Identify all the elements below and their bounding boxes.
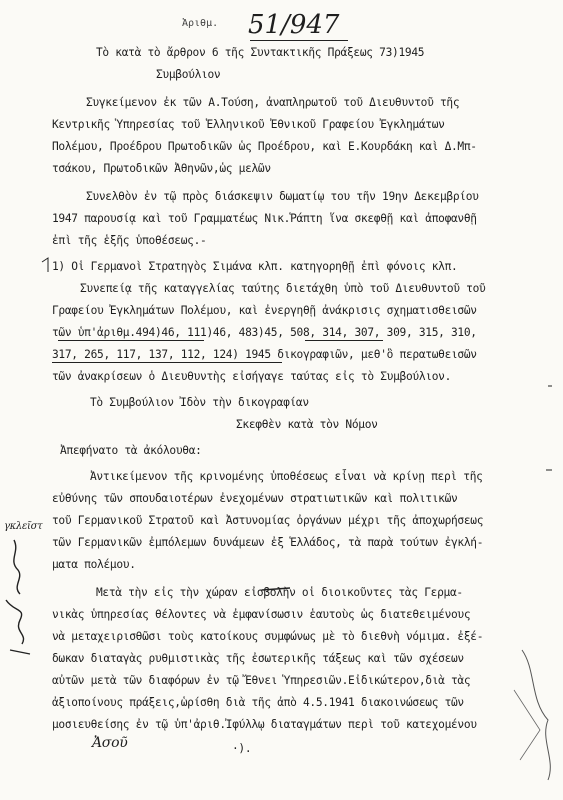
document-number: 51/947 [248,10,340,40]
body-line: τοῦ Γερμανικοῦ Στρατοῦ καὶ Ἀστυνομίας ὀργάνων μέχρι τῆς ἀποχωρήσεως [52,514,484,527]
margin-note: γκλεῖστ [4,521,43,532]
council-title: Συμβούλιον [156,68,221,81]
body-line: νὰ μεταχειρισθῶσι τοὺς κατοίκους συμφώνως μὲ τὸ διεθνὴ νόμιμα. ἐξέ- [52,630,484,643]
body-line: ἐπὶ τῆς ἑξῆς ὑποθέσεως.- [52,234,207,247]
body-line: 1947 παρουσίᾳ καὶ τοῦ Γραμματέως Νικ.Ῥάπτη ἵνα σκεφθῇ καὶ ἀποφανθῇ [52,212,477,225]
body-line: τῶν ἀνακρίσεων ὁ Διευθυντὴς εἰσήγαγε ταύτας εἰς τὸ Συμβούλιον. [52,370,451,383]
body-line: Πολέμου, Προέδρου Πρωτοδικῶν ὡς Προέδρου, καὶ Ε.Κουρδάκη καὶ Δ.Μπ- [52,140,477,153]
body-line: Συγκείμενον ἐκ τῶν Α.Τούση, ἀναπληρωτοῦ τοῦ Διευθυντοῦ τῆς [86,96,460,109]
body-line: αὐτῶν μετὰ τῶν διαφόρων ἐν τῷ Ἔθνει Ὑπηρεσιῶν.Εἰδικώτερον,διὰ τὰς [52,674,471,687]
case-line: 1) Οἱ Γερμανοὶ Στρατηγὸς Σιμάνα κλπ. κατηγορηθῇ ἐπὶ φόνοις κλπ. [52,260,458,273]
body-line: Ἀπεφήνατο τὰ ἀκόλουθα: [60,444,202,457]
body-line: 317, 265, 117, 137, 112, 124) 1945 δικογραφιῶν, μεθ'ὃ περατωθεισῶν [52,348,477,361]
body-line: Συνελθὸν ἐν τῷ πρὸς διάσκεψιν δωματίῳ του τῆν 19ην Δεκεμβρίου [86,190,479,203]
body-line: ματα πολέμου. [52,558,136,571]
body-line: Μετὰ τὴν εἰς τὴν χώραν εἰσβολὴν οἱ διοικοῦντες τὰς Γερμα- [96,586,463,599]
body-line: τῶν Γερμανικῶν ἐμπόλεμων δυνάμεων ἐξ Ἑλλάδος, τὰ παρὰ τούτων ἐγκλή- [52,536,484,549]
body-line: Ἀντικείμενον τῆς κρινομένης ὑποθέσεως εἶναι νὰ κρίνῃ περὶ τῆς [90,470,483,483]
heading-line: Τὸ κατὰ τὸ ἄρθρον 6 τῆς Συντακτικῆς Πράξεως 73)1945 [96,46,425,59]
signature: Ἀσοῦ [92,735,128,751]
body-line: τῶν ὑπ'ἀριθμ.494)46, 111)46, 483)45, 508, 314, 307, 309, 315, 310, [52,326,477,339]
body-line: δωκαν διαταγὰς ρυθμιστικὰς τῆς ἐσωτερικῆς τάξεως καὶ τῶν σχέσεων [52,652,464,665]
body-line: ἀξιοποίνους πράξεις,ὡρίσθη διὰ τῆς ἀπὸ 4.5.1941 διακοινώσεως τῶν [52,696,464,709]
body-line: ·). [232,742,252,755]
body-line: Κεντρικῆς Ὑπηρεσίας τοῦ Ἑλληνικοῦ Ἐθνικοῦ Γραφείου Ἐγκλημάτων [52,118,445,131]
body-line: εὐθύνης τῶν σπουδαιοτέρων ἐνεχομένων στρατιωτικῶν καὶ πολιτικῶν [52,492,458,505]
council-heading: Σκεφθὲν κατὰ τὸν Νόμον [236,418,378,431]
body-line: τσάκου, Πρωτοδικῶν Ἀθηνῶν,ὡς μελῶν [52,162,271,175]
number-label: Ἀριθμ. [182,18,219,29]
council-heading: Τὸ Συμβούλιον Ἰδὸν τὴν δικογραφίαν [90,396,309,409]
body-line: Γραφείου Ἐγκλημάτων Πολέμου, καὶ ἐνεργηθῇ ἀνάκρισις σχηματισθεισῶν [52,304,477,317]
body-line: νικὰς ὑπηρεσίας θέλοντες νὰ ἐμφανίσωσιν ἑαυτοὺς ὡς διατεθειμένους [52,608,471,621]
body-line: μοσιευθείσης ἐν τῷ ὑπ'ἀριθ.Ἰφύλλῳ διαταγμάτων περὶ τοῦ κατεχομένου [52,718,477,731]
body-line: Συνεπείᾳ τῆς καταγγελίας ταύτης διετάχθη ὑπὸ τοῦ Διευθυντοῦ τοῦ [80,282,486,295]
